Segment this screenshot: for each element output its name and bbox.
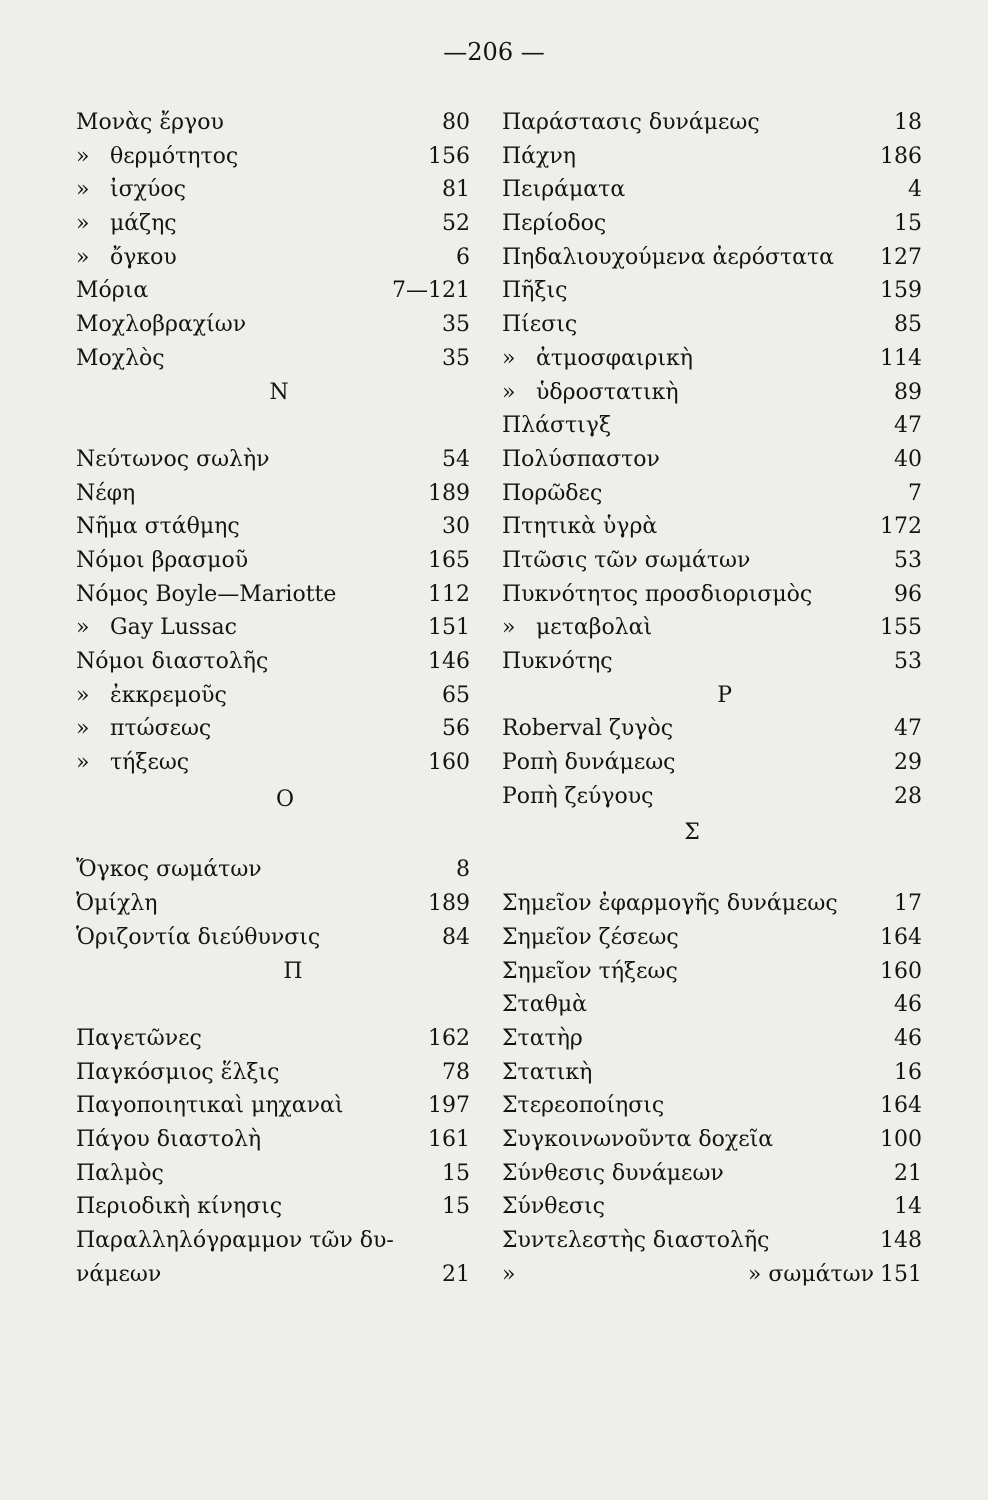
index-entry: [502, 1123, 922, 1157]
entry-term: ὄγκου: [110, 244, 177, 270]
entry-page: 96: [894, 581, 922, 607]
index-entry: [502, 746, 922, 780]
entry-page: 40: [894, 446, 922, 472]
entry-term: Περίοδος: [502, 211, 607, 237]
index-entry: [502, 443, 922, 477]
entry-term: πτώσεως: [110, 716, 212, 742]
entry-term: Περιοδικὴ κίνησις: [76, 1194, 283, 1220]
entry-page: 28: [894, 783, 922, 809]
index-entry: [502, 921, 922, 955]
entry-page: 160: [880, 958, 922, 984]
entry-page: 52: [442, 211, 470, 237]
entry-term: Μοχλὸς: [76, 345, 165, 371]
entry-term: Νόμοι διαστολῆς: [76, 649, 269, 674]
entry-term: Σημεῖον τήξεως: [502, 958, 678, 984]
entry-group: [502, 712, 922, 813]
index-entry: [502, 241, 922, 275]
index-entry: [76, 1123, 470, 1157]
index-entry: [502, 477, 922, 511]
entry-term: Πορῶδες: [502, 480, 603, 506]
entry-term: Σημεῖον ζέσεως: [502, 924, 679, 950]
entry-page: 17: [894, 891, 922, 917]
entry-page: 78: [442, 1059, 470, 1085]
index-entry: [76, 1157, 470, 1191]
entry-term: Νόμος Boyle—Mariotte: [76, 581, 337, 607]
entry-page: 47: [894, 716, 922, 742]
index-entry: [76, 477, 470, 511]
entry-page: 65: [442, 682, 470, 708]
entry-term: Πολύσπαστον: [502, 446, 660, 472]
index-entry: [76, 241, 470, 275]
entry-page: 159: [880, 278, 922, 304]
index-entry: [502, 173, 922, 207]
index-entry: [502, 578, 922, 612]
index-entry: [502, 1157, 922, 1191]
entry-page: 15: [442, 1160, 470, 1186]
entry-page: 165: [428, 547, 470, 573]
entry-term: ἀτμοσφαιρικὴ: [536, 345, 693, 371]
entry-term: Πυκνότητος προσδιορισμὸς: [502, 581, 813, 607]
section-header-r: Ρ: [717, 682, 732, 708]
entry-page: 6: [456, 244, 470, 270]
entry-page: 18: [894, 110, 922, 135]
index-column-right: [502, 106, 922, 1291]
ditto-mark: »: [76, 716, 90, 742]
index-entry: [76, 510, 470, 544]
entry-page: 46: [894, 1025, 922, 1051]
index-entry: [76, 308, 470, 342]
index-entry-last: [502, 1258, 922, 1292]
index-entry: [502, 544, 922, 578]
entry-page: 21: [442, 1261, 470, 1287]
ditto-mark: »: [502, 615, 516, 641]
entry-term: θερμότητος: [110, 143, 239, 169]
entry-page: 7—121: [392, 278, 470, 304]
index-entry: [76, 443, 470, 477]
index-entry: [76, 1056, 470, 1090]
entry-term: Συντελεστὴς διαστολῆς: [502, 1228, 770, 1253]
entry-page: 112: [428, 581, 470, 607]
ditto-mark: »: [76, 750, 90, 776]
entry-page: 7: [908, 480, 922, 506]
entry-term: ἐκκρεμοῦς: [110, 682, 227, 708]
entry-term: Παγετῶνες: [76, 1025, 202, 1051]
entry-term: Νέφη: [76, 480, 136, 506]
entry-page: 8: [456, 857, 470, 883]
index-entry: [502, 510, 922, 544]
entry-page: 16: [894, 1059, 922, 1085]
entry-term: Πάγου διαστολὴ: [76, 1126, 262, 1152]
index-entry: [76, 544, 470, 578]
entry-page: 53: [894, 649, 922, 674]
entry-page: 30: [442, 514, 470, 540]
entry-term: Μόρια: [76, 278, 149, 304]
index-entry: [76, 1258, 470, 1292]
entry-term: Gay Lussac: [110, 615, 237, 641]
entry-page: 80: [442, 110, 470, 135]
spacer: [76, 820, 470, 854]
entry-term: Ὁριζοντία διεύθυνσις: [76, 924, 321, 950]
entry-page: 100: [880, 1126, 922, 1152]
entry-term: Σύνθεσις: [502, 1194, 605, 1220]
entry-page: 189: [428, 480, 470, 506]
entry-term: Ὀμίχλη: [76, 891, 158, 917]
entry-term: Πυκνότης: [502, 649, 613, 674]
entry-page: 15: [894, 211, 922, 237]
ditto-mark: »: [76, 244, 90, 270]
index-entry: [76, 207, 470, 241]
index-entry: [502, 645, 922, 679]
index-entry: [76, 342, 470, 376]
entry-term: Σημεῖον ἐφαρμογῆς δυνάμεως: [502, 891, 838, 917]
entry-term: Παγοποιητικαὶ μηχαναὶ: [76, 1093, 344, 1119]
index-entry: [76, 1190, 470, 1224]
entry-term: Πίεσις: [502, 312, 578, 338]
index-entry: [502, 376, 922, 410]
index-entry: [76, 1089, 470, 1123]
index-entry: [76, 679, 470, 713]
index-entry: [502, 342, 922, 376]
entry-page: 172: [880, 514, 922, 540]
entry-term: τήξεως: [110, 750, 190, 776]
entry-page: 4: [908, 177, 922, 203]
entry-page: 21: [894, 1160, 922, 1186]
ditto-mark: »: [76, 211, 90, 237]
entry-term: Σταθμὰ: [502, 992, 587, 1018]
entry-page: 85: [894, 312, 922, 338]
entry-term: Ροπὴ δυνάμεως: [502, 750, 676, 776]
index-entry: [76, 853, 470, 887]
entry-page: 186: [880, 143, 922, 169]
entry-term: Νῆμα στάθμης: [76, 514, 240, 540]
entry-page: 54: [442, 446, 470, 472]
entry-term: Παγκόσμιος ἕλξις: [76, 1059, 280, 1085]
entry-page: 146: [428, 649, 470, 674]
index-entry: [502, 207, 922, 241]
index-entry: [76, 106, 470, 140]
entry-page: 35: [442, 312, 470, 338]
index-entry: [76, 611, 470, 645]
spacer: [502, 853, 922, 887]
index-entry: [76, 746, 470, 780]
entry-page: 155: [880, 615, 922, 641]
index-entry: [502, 308, 922, 342]
index-entry: [502, 409, 922, 443]
entry-term: Πάχνη: [502, 143, 576, 169]
index-entry: [502, 140, 922, 174]
index-entry: [502, 955, 922, 989]
entry-term: ἰσχύος: [110, 177, 186, 203]
entry-term: Πειράματα: [502, 177, 626, 203]
entry-term: Πηδαλιουχούμενα ἀερόστατα: [502, 244, 835, 270]
entry-page: 35: [442, 345, 470, 371]
entry-page: 46: [894, 992, 922, 1018]
entry-page: 114: [880, 345, 922, 371]
entry-term: μεταβολαὶ: [536, 615, 653, 641]
ditto-mark: »: [76, 615, 90, 641]
entry-group: [76, 1022, 470, 1292]
entry-page: 53: [894, 547, 922, 573]
index-entry: [502, 611, 922, 645]
section-header-p: Π: [283, 958, 303, 984]
spacer: [76, 988, 470, 1022]
entry-term: Μοχλοβραχίων: [76, 312, 247, 338]
entry-group: [76, 853, 470, 954]
ditto-mark: »: [76, 682, 90, 708]
entry-term: Παράστασις δυνάμεως: [502, 110, 760, 135]
entry-page: 164: [880, 924, 922, 950]
index-entry: [76, 887, 470, 921]
entry-term: Στατὴρ: [502, 1025, 583, 1051]
index-entry: [76, 140, 470, 174]
entry-term: Πῆξις: [502, 278, 568, 304]
entry-page: 189: [428, 891, 470, 917]
spacer: [76, 409, 470, 443]
index-entry: [502, 712, 922, 746]
entry-term: μάζης: [110, 211, 177, 237]
entry-page: 81: [442, 177, 470, 203]
index-entry: [502, 274, 922, 308]
entry-term: Νόμοι βρασμοῦ: [76, 547, 249, 573]
ditto-mark: »: [747, 1261, 762, 1287]
entry-page: 56: [442, 716, 470, 742]
entry-group: [76, 106, 470, 376]
entry-page: 84: [442, 924, 470, 950]
entry-term: Στερεοποίησις: [502, 1093, 665, 1119]
section-header-o: Ο: [275, 786, 295, 812]
entry-term: νάμεων: [76, 1261, 162, 1287]
entry-term: Συγκοινωνοῦντα δοχεῖα: [502, 1126, 774, 1152]
entry-term: Παραλληλόγραμμον τῶν δυ-: [76, 1228, 394, 1253]
ditto-mark: »: [502, 345, 516, 371]
section-header-s: Σ: [684, 820, 700, 846]
entry-page: 148: [880, 1228, 922, 1253]
index-entry: [502, 1190, 922, 1224]
section-header-n: Ν: [269, 379, 289, 405]
index-entry: [502, 1224, 922, 1258]
index-column-left: [76, 106, 470, 1291]
entry-page: 160: [428, 750, 470, 776]
index-entry: [502, 887, 922, 921]
entry-page: 161: [428, 1126, 470, 1152]
entry-group: [502, 106, 922, 679]
entry-term: Σύνθεσις δυνάμεων: [502, 1160, 724, 1186]
index-entry: [76, 578, 470, 612]
ditto-mark: »: [76, 143, 90, 169]
entry-page: 162: [428, 1025, 470, 1051]
ditto-mark: »: [76, 177, 90, 203]
entry-page: 127: [880, 244, 922, 270]
entry-term: Roberval ζυγὸς: [502, 716, 674, 742]
index-entry: [76, 173, 470, 207]
index-entry: [502, 780, 922, 814]
entry-page: 156: [428, 143, 470, 169]
entry-term: Πλάστιγξ: [502, 413, 612, 439]
index-entry: [76, 712, 470, 746]
entry-term: Ροπὴ ζεύγους: [502, 783, 654, 809]
entry-term: Ὄγκος σωμάτων: [76, 857, 262, 883]
index-entry: [76, 1224, 470, 1258]
entry-page: 164: [880, 1093, 922, 1119]
entry-group: [76, 443, 470, 780]
entry-group: [502, 887, 922, 1258]
index-entry: [76, 274, 470, 308]
ditto-mark: »: [502, 1261, 516, 1287]
page-number: —206 —: [443, 38, 545, 66]
entry-page: 29: [894, 750, 922, 776]
entry-page: 151: [428, 615, 470, 641]
index-entry: [76, 645, 470, 679]
entry-page: 15: [442, 1194, 470, 1220]
index-entry: [76, 921, 470, 955]
entry-term: Στατικὴ: [502, 1059, 593, 1085]
index-entry: [76, 1022, 470, 1056]
index-entry: [502, 1089, 922, 1123]
entry-page: 197: [428, 1093, 470, 1119]
index-entry: [502, 1022, 922, 1056]
index-entry: [502, 988, 922, 1022]
entry-term: ὑδροστατικὴ: [536, 379, 679, 405]
entry-term: Μονὰς ἔργου: [76, 110, 224, 135]
entry-term: [536, 1258, 880, 1292]
entry-term: Νεύτωνος σωλὴν: [76, 446, 270, 472]
entry-page: 89: [894, 379, 922, 405]
index-entry: [502, 1056, 922, 1090]
entry-page: 14: [894, 1194, 922, 1220]
entry-page: 151: [880, 1261, 922, 1287]
entry-page: 47: [894, 413, 922, 439]
index-entry: [502, 106, 922, 140]
entry-term: Πτῶσις τῶν σωμάτων: [502, 547, 751, 573]
entry-term: Παλμὸς: [76, 1160, 164, 1186]
entry-term: Πτητικὰ ὑγρὰ: [502, 514, 658, 540]
entry-term-text: σωμάτων: [768, 1261, 874, 1287]
ditto-mark: »: [502, 379, 516, 405]
